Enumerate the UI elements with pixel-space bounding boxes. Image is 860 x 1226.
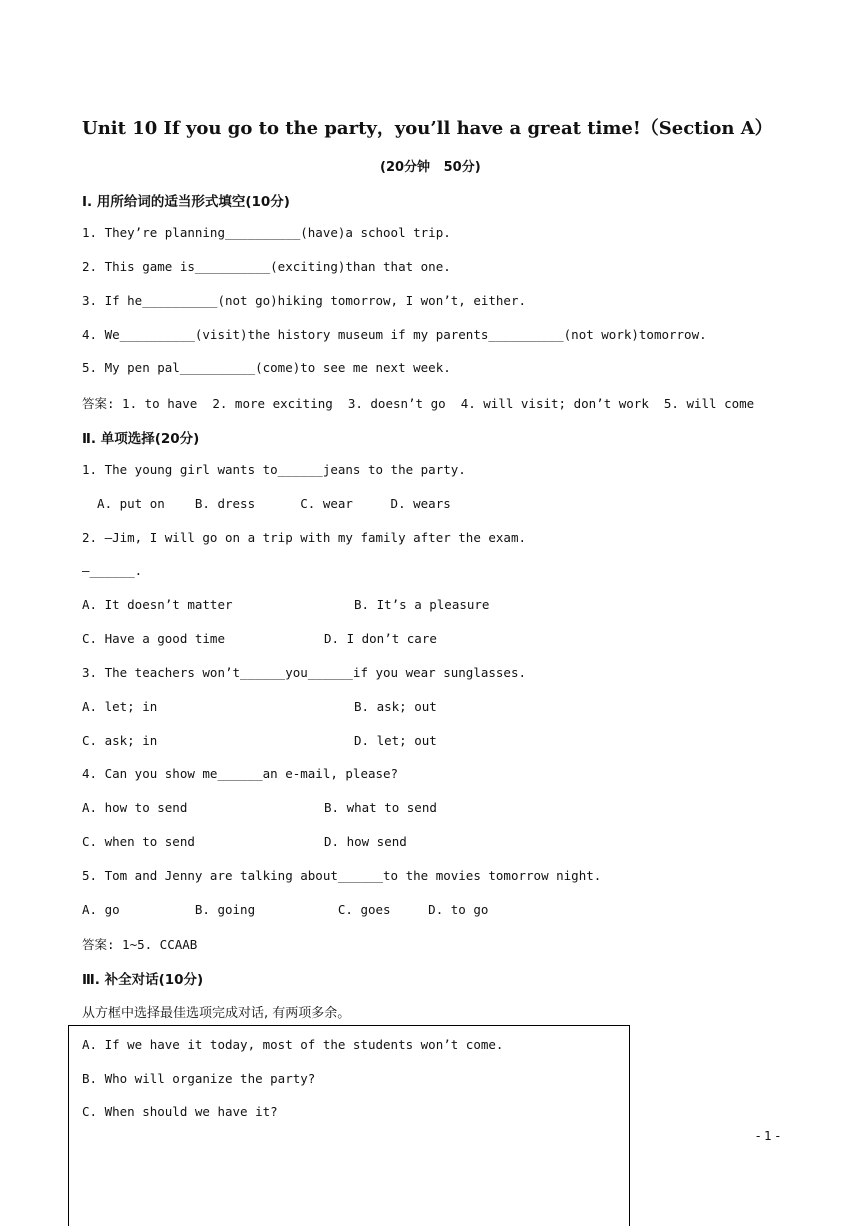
options-box xyxy=(68,1025,630,1226)
fill-item-1: 1. They’re planning__________(have)a school trip. xyxy=(82,225,451,240)
section-3-heading: Ⅲ. 补全对话(10分) xyxy=(82,972,204,988)
section-2-answer: 答案: 1~5. CCAAB xyxy=(82,937,198,952)
mc-question-2-option-c: C. Have a good time xyxy=(82,631,225,646)
fill-item-2: 2. This game is__________(exciting)than that one. xyxy=(82,259,451,274)
mc-question-2: 2. —Jim, I will go on a trip with my family after the exam. xyxy=(82,530,527,545)
section-1-answer: 答案: 1. to have 2. more exciting 3. doesn’t go 4. will visit; don’t work 5. will come xyxy=(82,396,755,411)
mc-question-1: 1. The young girl wants to______jeans to the party. xyxy=(82,462,466,477)
box-option-b: B. Who will organize the party? xyxy=(82,1071,316,1086)
mc-question-1-options: A. put on B. dress C. wear D. wears xyxy=(82,496,451,511)
mc-question-4-option-c: C. when to send xyxy=(82,834,195,849)
section-1-heading: Ⅰ. 用所给词的适当形式填空(10分) xyxy=(82,194,290,210)
mc-question-4-option-b: B. what to send xyxy=(324,800,437,815)
mc-question-3-option-d: D. let; out xyxy=(354,733,437,748)
mc-question-4-option-d: D. how send xyxy=(324,834,407,849)
mc-question-3-option-a: A. let; in xyxy=(82,699,158,714)
mc-question-3-option-b: B. ask; out xyxy=(354,699,437,714)
mc-question-5: 5. Tom and Jenny are talking about______to the movies tomorrow night. xyxy=(82,868,602,883)
mc-question-2-option-d: D. I don’t care xyxy=(324,631,437,646)
mc-question-5-options: A. go B. going C. goes D. to go xyxy=(82,902,489,917)
section-3-instruction: 从方框中选择最佳选项完成对话, 有两项多余。 xyxy=(82,1006,351,1021)
mc-question-3-option-c: C. ask; in xyxy=(82,733,158,748)
mc-question-2-option-a: A. It doesn’t matter xyxy=(82,597,233,612)
fill-item-4: 4. We__________(visit)the history museum if my parents__________(not work)tomorrow. xyxy=(82,327,707,342)
mc-question-2-option-b: B. It’s a pleasure xyxy=(354,597,490,612)
mc-question-3: 3. The teachers won’t______you______if you wear sunglasses. xyxy=(82,665,527,680)
page-title: Unit 10 If you go to the party，you’ll have a great time!（Section A） xyxy=(82,118,773,139)
box-option-a: A. If we have it today, most of the students won’t come. xyxy=(82,1037,504,1052)
time-score-info: (20分钟 50分) xyxy=(380,160,481,175)
fill-item-3: 3. If he__________(not go)hiking tomorrow, I won’t, either. xyxy=(82,293,527,308)
page-number: - 1 - xyxy=(756,1129,780,1143)
section-2-heading: Ⅱ. 单项选择(20分) xyxy=(82,431,200,447)
mc-question-4: 4. Can you show me______an e-mail, please? xyxy=(82,766,399,781)
box-option-c: C. When should we have it? xyxy=(82,1104,278,1119)
mc-question-4-option-a: A. how to send xyxy=(82,800,188,815)
mc-question-2-blank: —______. xyxy=(82,563,143,578)
fill-item-5: 5. My pen pal__________(come)to see me next week. xyxy=(82,360,451,375)
